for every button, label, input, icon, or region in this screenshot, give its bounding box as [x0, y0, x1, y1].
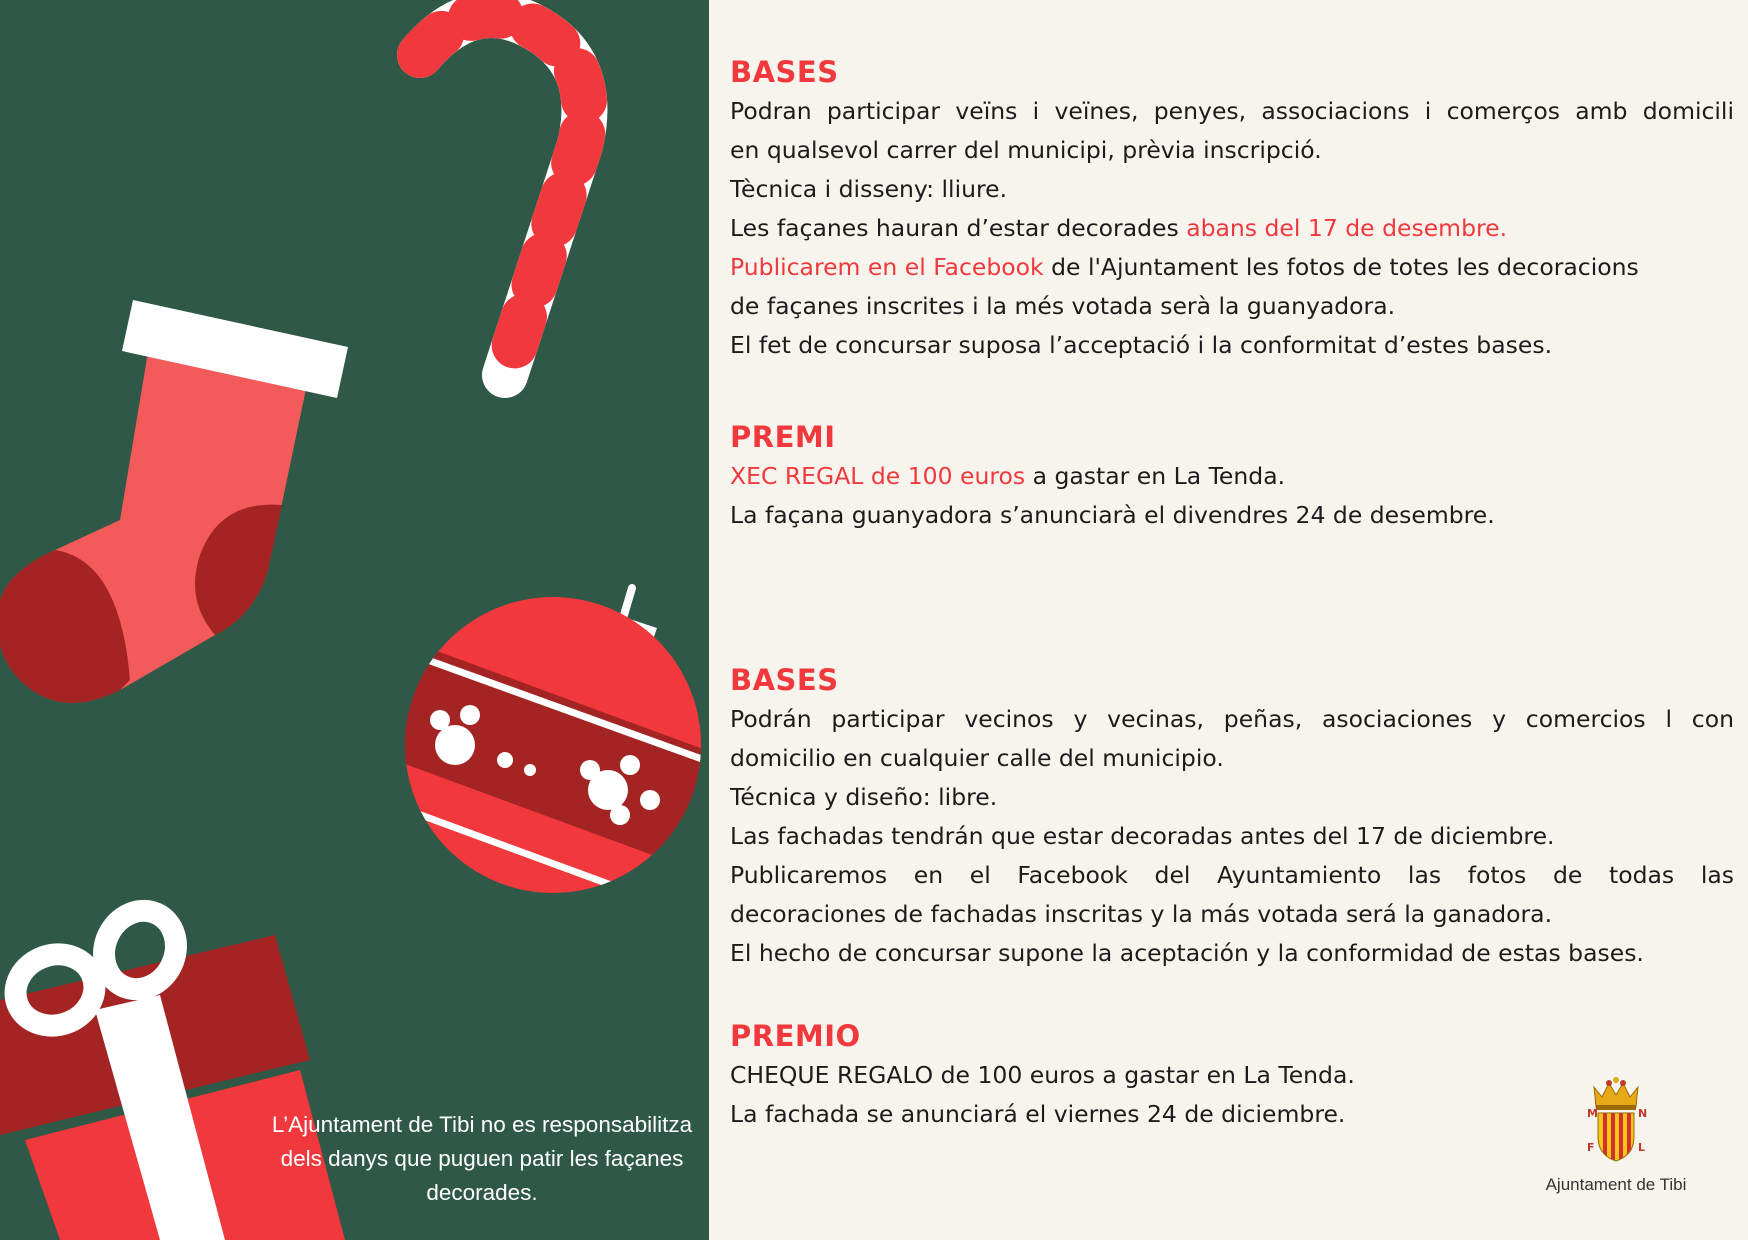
- cheque-line: CHEQUE REGALO de 100 euros a gastar en La Tenda.: [730, 1061, 1355, 1089]
- candy-cane-icon: [420, 15, 584, 375]
- bases-section-spanish: [730, 660, 1734, 973]
- acceptance-line: El hecho de concursar supone la aceptación y la conformidad de estas bases.: [730, 939, 1644, 967]
- ornament-icon: [340, 588, 709, 925]
- publish-line-2: decoraciones de fachadas inscritas y la más votada será la ganadora.: [730, 900, 1553, 928]
- section-heading: BASES: [730, 55, 839, 89]
- announce-line: La façana guanyadora s’anunciarà el divendres 24 de desembre.: [730, 501, 1495, 529]
- cheque-highlight: XEC REGAL de 100 euros: [730, 462, 1026, 490]
- acceptance-line: El fet de concursar suposa l’acceptació i la conformitat d’estes bases.: [730, 331, 1553, 359]
- announce-line: La fachada se anunciará el viernes 24 de diciembre.: [730, 1100, 1346, 1128]
- technique-line: Técnica y diseño: libre.: [730, 783, 998, 811]
- coat-of-arms-icon: [1576, 1075, 1656, 1165]
- svg-text:L: L: [1638, 1141, 1646, 1154]
- publish-line: [730, 248, 1734, 287]
- technique-line: Tècnica i disseny: lliure.: [730, 175, 1008, 203]
- deadline-highlight: abans del 17 de desembre.: [1186, 214, 1508, 242]
- section-heading: PREMIO: [730, 1019, 861, 1053]
- bases-paragraph-line: en qualsevol carrer del municipi, prèvia inscripció.: [730, 136, 1322, 164]
- svg-text:M: M: [1587, 1107, 1598, 1120]
- bases-paragraph-line: Podran participar veïns i veïnes, penyes, associacions i comerços amb domicili: [730, 97, 1734, 125]
- decorative-panel: [0, 0, 709, 1240]
- bases-paragraph-line: domicilio en cualquier calle del municipio.: [730, 744, 1224, 772]
- deadline-prefix: Les façanes hauran d’estar decorades: [730, 214, 1187, 242]
- bases-section-valencian: [730, 52, 1734, 365]
- publish-highlight: Publicarem en el Facebook: [730, 253, 1044, 281]
- logo-caption: Ajuntament de Tibi: [1545, 1175, 1687, 1194]
- disclaimer-text: L’Ajuntament de Tibi no es responsabilitza dels danys que puguen patir les façanes decorades.: [271, 1112, 693, 1205]
- bases-paragraph-line: Podrán participar vecinos y vecinas, peñas, asociaciones y comercios l con: [730, 705, 1734, 733]
- section-heading: PREMI: [730, 420, 836, 454]
- deadline-line: [730, 209, 1734, 248]
- cheque-line: [730, 457, 1734, 496]
- cheque-rest: a gastar en La Tenda.: [1025, 462, 1286, 490]
- stocking-icon: [0, 300, 348, 703]
- publish-line: Publicaremos en el Facebook del Ayuntamiento las fotos de todas las: [730, 861, 1734, 889]
- ajuntament-logo: [1536, 1075, 1696, 1195]
- section-heading: BASES: [730, 663, 839, 697]
- christmas-illustrations: [0, 0, 709, 1240]
- publish-rest: de l'Ajuntament les fotos de totes les decoracions: [1043, 253, 1639, 281]
- deadline-line: Las fachadas tendrán que estar decoradas antes del 17 de diciembre.: [730, 822, 1555, 850]
- svg-text:N: N: [1638, 1107, 1648, 1120]
- svg-text:F: F: [1587, 1141, 1595, 1154]
- prize-section-valencian: [730, 417, 1734, 535]
- publish-line-2: de façanes inscrites i la més votada serà la guanyadora.: [730, 292, 1396, 320]
